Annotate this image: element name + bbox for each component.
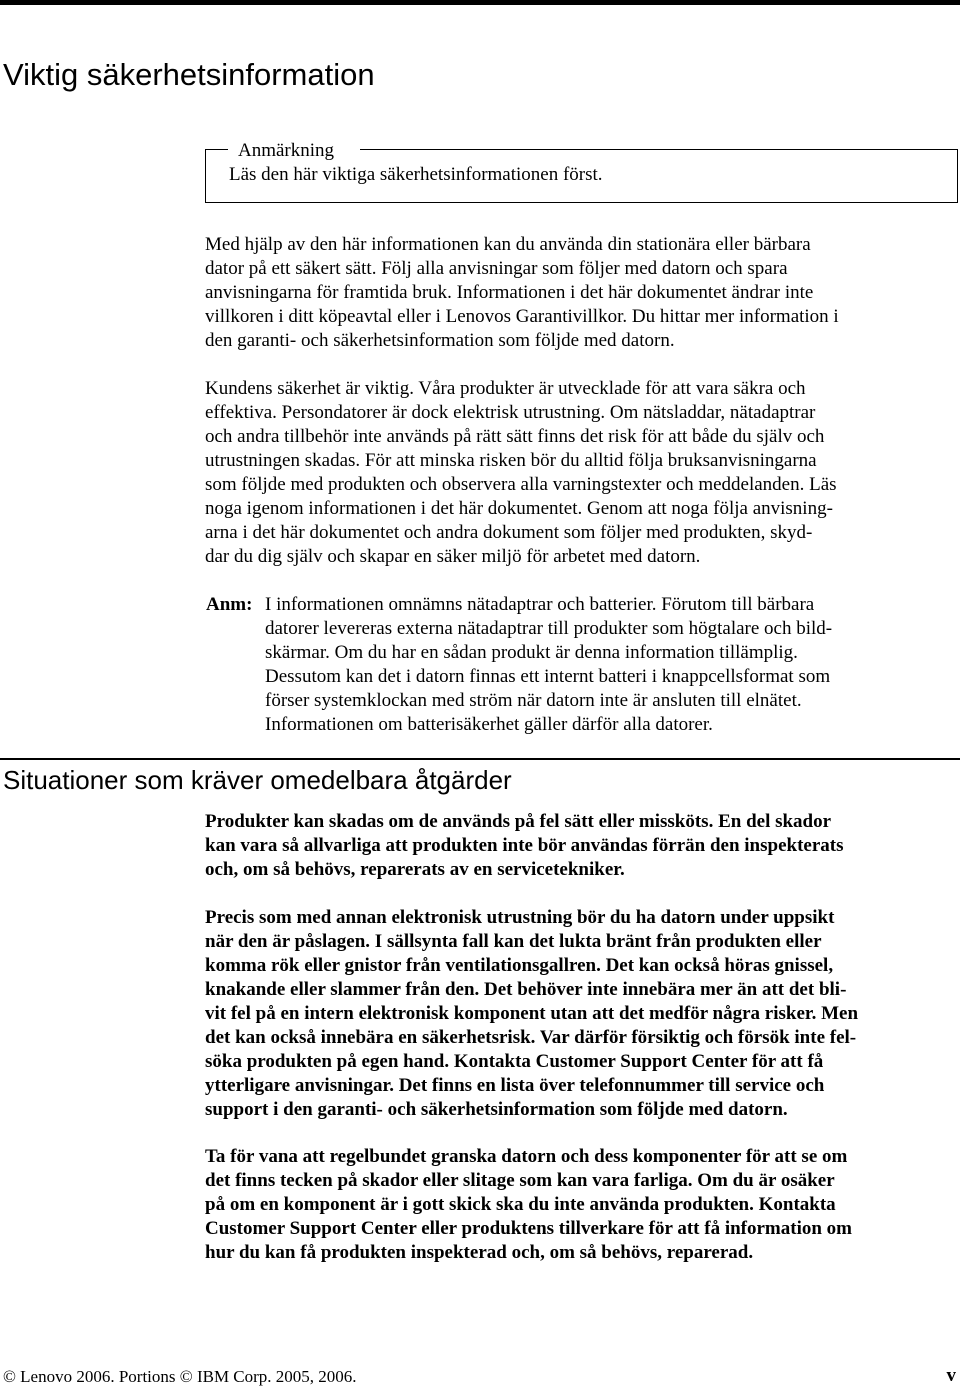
notice-label: Anmärkning bbox=[238, 140, 335, 161]
anm-label: Anm: bbox=[206, 594, 253, 615]
notice-box-top-right-rule bbox=[360, 149, 958, 150]
supervision-line: söka produkten på egen hand. Kontakta Customer Support Center för att få bbox=[205, 1051, 824, 1072]
customer-line: effektiva. Persondatorer är dock elektrisk utrustning. Om nätsladdar, nätadaptrar bbox=[205, 402, 816, 423]
page-title: Viktig säkerhetsinformation bbox=[3, 57, 375, 92]
intro-paragraph bbox=[205, 233, 839, 353]
footer-copyright: © Lenovo 2006. Portions © IBM Corp. 2005, 2006. bbox=[3, 1367, 357, 1386]
customer-line: Kundens säkerhet är viktig. Våra produkter är utvecklade för att vara säkra och bbox=[205, 378, 806, 399]
customer-safety-paragraph bbox=[205, 377, 837, 569]
section-heading: Situationer som kräver omedelbara åtgärder bbox=[3, 765, 512, 795]
supervision-line: support i den garanti- och säkerhetsinformation som följde med datorn. bbox=[205, 1099, 788, 1120]
intro-line: anvisningarna för framtida bruk. Informationen i det här dokumentet ändrar inte bbox=[205, 282, 814, 303]
page-number: v bbox=[946, 1365, 956, 1386]
damage-line: kan vara så allvarliga att produkten inte bör användas förrän den inspekterats bbox=[205, 835, 844, 856]
supervision-line: när den är påslagen. I sällsynta fall kan det lukta bränt från produkten eller bbox=[205, 931, 822, 952]
anm-line: datorer levereras externa nätadaptrar till produkter som högtalare och bild- bbox=[265, 618, 833, 639]
inspection-line: hur du kan få produkten inspekterad och, om så behövs, reparerad. bbox=[205, 1242, 754, 1263]
customer-line: som följde med produkten och observera alla varningstexter och meddelanden. Läs bbox=[205, 474, 837, 495]
intro-line: dator på ett säkert sätt. Följ alla anvisningar som följer med datorn och spara bbox=[205, 258, 788, 279]
supervision-line: komma rök eller gnistor från ventilationsgallren. Det kan också höras gnissel, bbox=[205, 955, 834, 976]
inspection-line: Customer Support Center eller produktens tillverkare för att få information om bbox=[205, 1218, 853, 1239]
supervision-line: Precis som med annan elektronisk utrustning bör du ha datorn under uppsikt bbox=[205, 907, 835, 928]
anm-line: Dessutom kan det i datorn finnas ett internt batteri i knappcellsformat som bbox=[265, 666, 831, 687]
supervision-line: knakande eller slammer från den. Det behöver inte innebära mer än att det bli- bbox=[205, 979, 847, 1000]
notice-text: Läs den här viktiga säkerhetsinformationen först. bbox=[229, 164, 603, 185]
supervision-line: vit fel på en intern elektronisk komponent utan att det medför några risker. Men bbox=[205, 1003, 859, 1024]
inspection-line: Ta för vana att regelbundet granska datorn och dess komponenter för att se om bbox=[205, 1146, 848, 1167]
intro-line: Med hjälp av den här informationen kan du använda din stationära eller bärbara bbox=[205, 234, 811, 255]
top-rule bbox=[0, 0, 960, 5]
inspection-line: på om en komponent är i gott skick ska du inte använda produkten. Kontakta bbox=[205, 1194, 836, 1215]
supervision-line: ytterligare anvisningar. Det finns en lista över telefonnummer till service och bbox=[205, 1075, 825, 1096]
customer-line: och andra tillbehör inte används på rätt sätt finns det risk för att både du själv och bbox=[205, 426, 825, 447]
customer-line: noga igenom informationen i det här dokumentet. Genom att noga följa anvisning- bbox=[205, 498, 833, 519]
damage-line: och, om så behövs, reparerats av en servicetekniker. bbox=[205, 859, 625, 880]
customer-line: arna i det här dokumentet och andra dokument som följer med produkten, skyd- bbox=[205, 522, 813, 543]
customer-line: dar du dig själv och skapar en säker miljö för arbetet med datorn. bbox=[205, 546, 701, 567]
inspection-paragraph bbox=[205, 1145, 852, 1265]
customer-line: utrustningen skadas. För att minska risken bör du alltid följa bruksanvisningarna bbox=[205, 450, 817, 471]
damage-paragraph bbox=[205, 810, 844, 882]
damage-line: Produkter kan skadas om de används på fel sätt eller missköts. En del skador bbox=[205, 811, 832, 832]
anm-line: förser systemklockan med ström när datorn inte är ansluten till elnätet. bbox=[265, 690, 802, 711]
supervision-paragraph bbox=[205, 906, 858, 1122]
anm-line: skärmar. Om du har en sådan produkt är denna information tillämplig. bbox=[265, 642, 798, 663]
intro-line: den garanti- och säkerhetsinformation som följde med datorn. bbox=[205, 330, 675, 351]
anm-line: Informationen om batterisäkerhet gäller därför alla datorer. bbox=[265, 714, 713, 735]
supervision-line: det kan också innebära en säkerhetsrisk. Var därför försiktig och försök inte fel- bbox=[205, 1027, 857, 1048]
notice-box-top-left-rule bbox=[205, 149, 228, 150]
anm-line: I informationen omnämns nätadaptrar och batterier. Förutom till bärbara bbox=[265, 594, 815, 615]
inspection-line: det finns tecken på skador eller slitage som kan vara farliga. Om du är osäker bbox=[205, 1170, 835, 1191]
anm-note bbox=[265, 593, 832, 737]
intro-line: villkoren i ditt köpeavtal eller i Lenovos Garantivillkor. Du hittar mer information i bbox=[205, 306, 839, 327]
section-rule bbox=[0, 758, 960, 760]
